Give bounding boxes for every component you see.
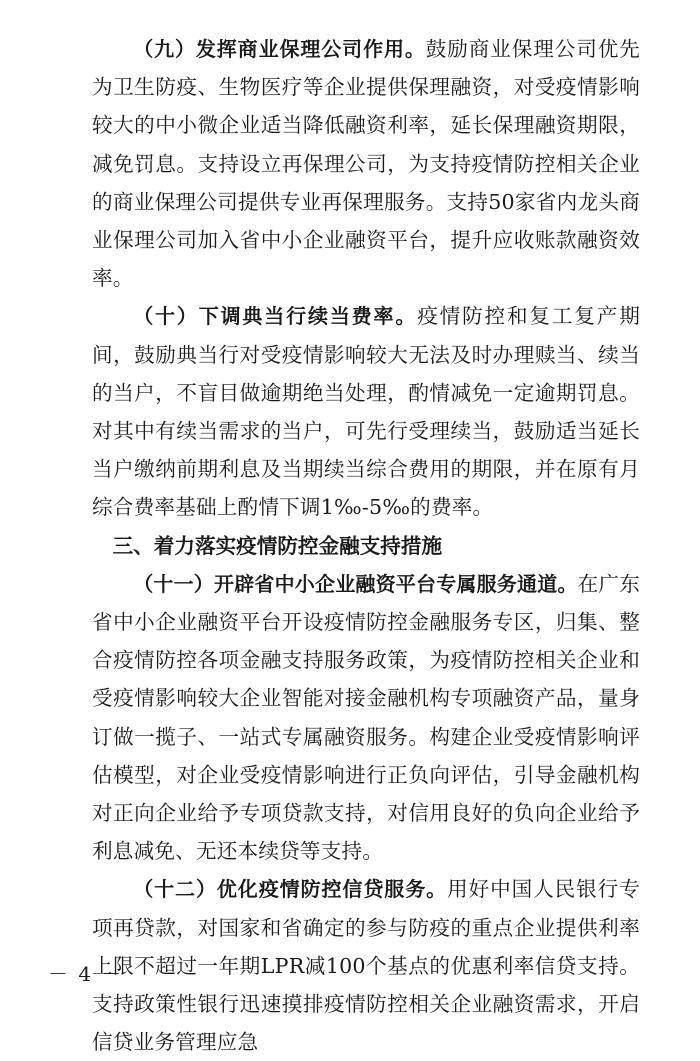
paragraph-credit-service — [92, 870, 640, 1061]
paragraph-lead: （九）发挥商业保理公司作用。 — [133, 37, 426, 61]
paragraph-text: 在广东省中小企业融资平台开设疫情防控金融服务专区，归集、整合疫情防控各项金融支持服务政策，为疫情防控相关企业和受疫情影响较大企业智能对接金融机构专项融资产品，量身订做一揽子、一站式专属融资服务。构建企业受疫情影响评估模型，对企业受疫情影响进行正负向评估，引导金融机构对正向企业给予专项贷款支持，对信用良好的负向企业给予利息减免、无还本续贷等支持。 — [92, 571, 640, 864]
paragraph-text: 疫情防控和复工复产期间，鼓励典当行对受疫情影响较大无法及时办理赎当、续当的当户，不盲目做逾期绝当处理，酌情减免一定逾期罚息。对其中有续当需求的当户，可先行受理续当，鼓励适当延长当户缴纳前期利息及当期续当综合费用的期限，并在原有月综合费率基础上酌情下调1‰-5‰的费率。 — [92, 304, 640, 520]
paragraph-lead: （十）下调典当行续当费率。 — [133, 304, 418, 329]
section-heading: 三、着力落实疫情防控金融支持措施 — [112, 533, 443, 558]
page-number: － 4 － — [48, 962, 124, 986]
paragraph-commercial-factoring — [92, 30, 640, 297]
document-body — [92, 30, 640, 1061]
paragraph-lead: （十二）优化疫情防控信贷服务。 — [133, 877, 448, 902]
paragraph-financing-platform — [92, 565, 640, 871]
paragraph-pawn-rate — [92, 297, 640, 526]
paragraph-text: 用好中国人民银行专项再贷款，对国家和省确定的参与防疫的重点企业提供利率上限不超过一年期LPR减100个基点的优惠利率信贷支持。支持政策性银行迅速摸排疫情防控相关企业融资需求，开启信贷业务管理应急 — [92, 877, 640, 1055]
paragraph-text: 鼓励商业保理公司优先为卫生防疫、生物医疗等企业提供保理融资，对受疫情影响较大的中小微企业适当降低融资利率，延长保理融资期限，减免罚息。支持设立再保理公司，为支持疫情防控相关企业的商业保理公司提供专业再保理服务。支持50家省内龙头商业保理公司加入省中小企业融资平台，提升应收账款融资效率。 — [92, 37, 640, 291]
paragraph-lead: （十一）开辟省中小企业融资平台专属服务通道。 — [133, 571, 578, 596]
